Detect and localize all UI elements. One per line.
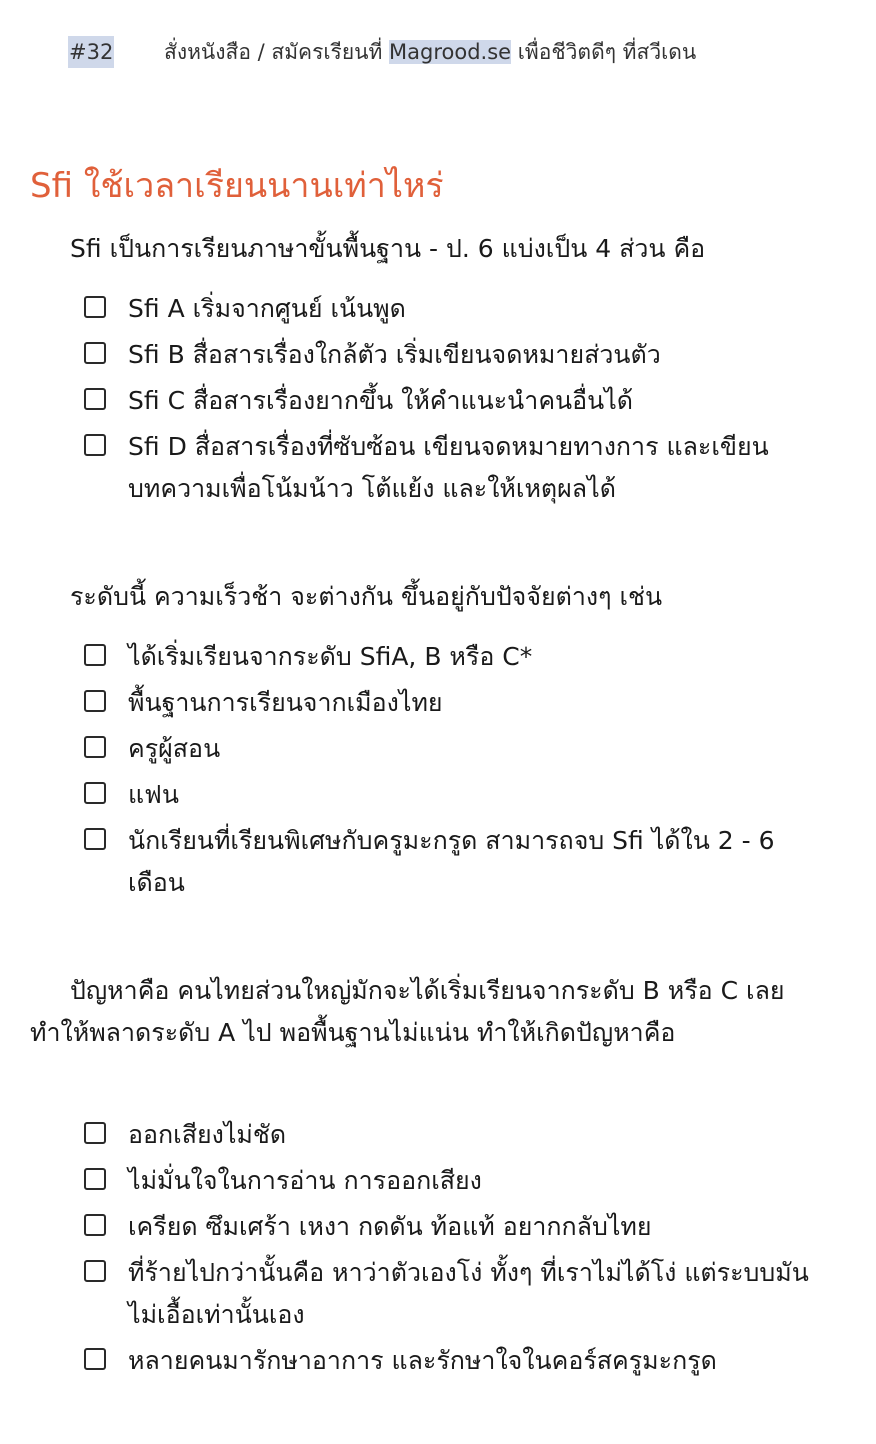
checklist-item-label: นักเรียนที่เรียนพิเศษกับครูมะกรูด สามารถจบ Sfi ได้ใน 2 - 6 เดือน bbox=[128, 826, 775, 897]
checklist-item bbox=[82, 1206, 822, 1248]
checkbox[interactable] bbox=[84, 296, 106, 318]
checkbox[interactable] bbox=[84, 1260, 106, 1282]
header-text-before: สั่งหนังสือ / สมัครเรียนที่ bbox=[164, 40, 390, 64]
checkbox[interactable] bbox=[84, 388, 106, 410]
checklist-item bbox=[82, 288, 822, 330]
checklist-item bbox=[82, 682, 822, 724]
section2-checklist bbox=[82, 636, 822, 908]
checklist-item bbox=[82, 774, 822, 816]
checkbox[interactable] bbox=[84, 434, 106, 456]
checklist-item bbox=[82, 1160, 822, 1202]
section2-intro: ระดับนี้ ความเร็วช้า จะต่างกัน ขึ้นอยู่กับปัจจัยต่างๆ เช่น bbox=[70, 582, 663, 611]
checklist-item-label: หลายคนมารักษาอาการ และรักษาใจในคอร์สครูมะกรูด bbox=[128, 1346, 717, 1375]
header-text bbox=[164, 36, 696, 68]
checklist-item-label: Sfi C สื่อสารเรื่องยากขึ้น ให้คำแนะนำคนอื่นได้ bbox=[128, 386, 634, 415]
checklist-item-label: พื้นฐานการเรียนจากเมืองไทย bbox=[128, 688, 443, 717]
checkbox[interactable] bbox=[84, 644, 106, 666]
checklist-item bbox=[82, 636, 822, 678]
checklist-item-label: แฟน bbox=[128, 780, 179, 809]
checklist-item-label: Sfi B สื่อสารเรื่องใกล้ตัว เริ่มเขียนจดหมายส่วนตัว bbox=[128, 340, 661, 369]
checkbox[interactable] bbox=[84, 1348, 106, 1370]
header-text-after: เพื่อชีวิตดีๆ ที่สวีเดน bbox=[511, 40, 697, 64]
website-link[interactable]: Magrood.se bbox=[389, 40, 512, 64]
checklist-item-label: ครูผู้สอน bbox=[128, 734, 221, 763]
checklist-item bbox=[82, 1114, 822, 1156]
checklist-item-label: Sfi D สื่อสารเรื่องที่ซับซ้อน เขียนจดหมายทางการ และเขียนบทความเพื่อโน้มน้าว โต้แย้ง และให้เหตุผลได้ bbox=[128, 432, 769, 503]
page-number: #32 bbox=[68, 36, 114, 68]
section1-checklist bbox=[82, 288, 822, 514]
section1-intro: Sfi เป็นการเรียนภาษาขั้นพื้นฐาน - ป. 6 แบ่งเป็น 4 ส่วน คือ bbox=[70, 234, 706, 263]
checklist-item bbox=[82, 380, 822, 422]
checkbox[interactable] bbox=[84, 828, 106, 850]
checkbox[interactable] bbox=[84, 1214, 106, 1236]
checklist-item bbox=[82, 820, 822, 904]
checklist-item bbox=[82, 728, 822, 770]
checklist-item-label: ได้เริ่มเรียนจากระดับ SfiA, B หรือ C* bbox=[128, 642, 533, 671]
section3-intro: ปัญหาคือ คนไทยส่วนใหญ่มักจะได้เริ่มเรียนจากระดับ B หรือ C เลย ทำให้พลาดระดับ A ไป พอพื้นฐานไม่แน่น ทำให้เกิดปัญหาคือ bbox=[30, 976, 785, 1047]
checklist-item bbox=[82, 334, 822, 376]
checklist-item-label: เครียด ซึมเศร้า เหงา กดดัน ท้อแท้ อยากกลับไทย bbox=[128, 1212, 652, 1241]
checklist-item-label: ออกเสียงไม่ชัด bbox=[128, 1120, 287, 1149]
checklist-item-label: ไม่มั่นใจในการอ่าน การออกเสียง bbox=[128, 1166, 482, 1195]
checklist-item bbox=[82, 426, 822, 510]
checkbox[interactable] bbox=[84, 736, 106, 758]
page-header bbox=[68, 36, 836, 68]
page-title: Sfi ใช้เวลาเรียนนานเท่าไหร่ bbox=[30, 166, 444, 206]
checkbox[interactable] bbox=[84, 782, 106, 804]
checklist-item bbox=[82, 1340, 822, 1382]
checklist-item-label: ที่ร้ายไปกว่านั้นคือ หาว่าตัวเองโง่ ทั้งๆ ที่เราไม่ได้โง่ แต่ระบบมันไม่เอื้อเท่านั้นเอง bbox=[128, 1258, 809, 1329]
section3-checklist bbox=[82, 1114, 822, 1386]
checkbox[interactable] bbox=[84, 1168, 106, 1190]
checklist-item-label: Sfi A เริ่มจากศูนย์ เน้นพูด bbox=[128, 294, 406, 323]
checklist-item bbox=[82, 1252, 822, 1336]
checkbox[interactable] bbox=[84, 690, 106, 712]
checkbox[interactable] bbox=[84, 1122, 106, 1144]
checkbox[interactable] bbox=[84, 342, 106, 364]
